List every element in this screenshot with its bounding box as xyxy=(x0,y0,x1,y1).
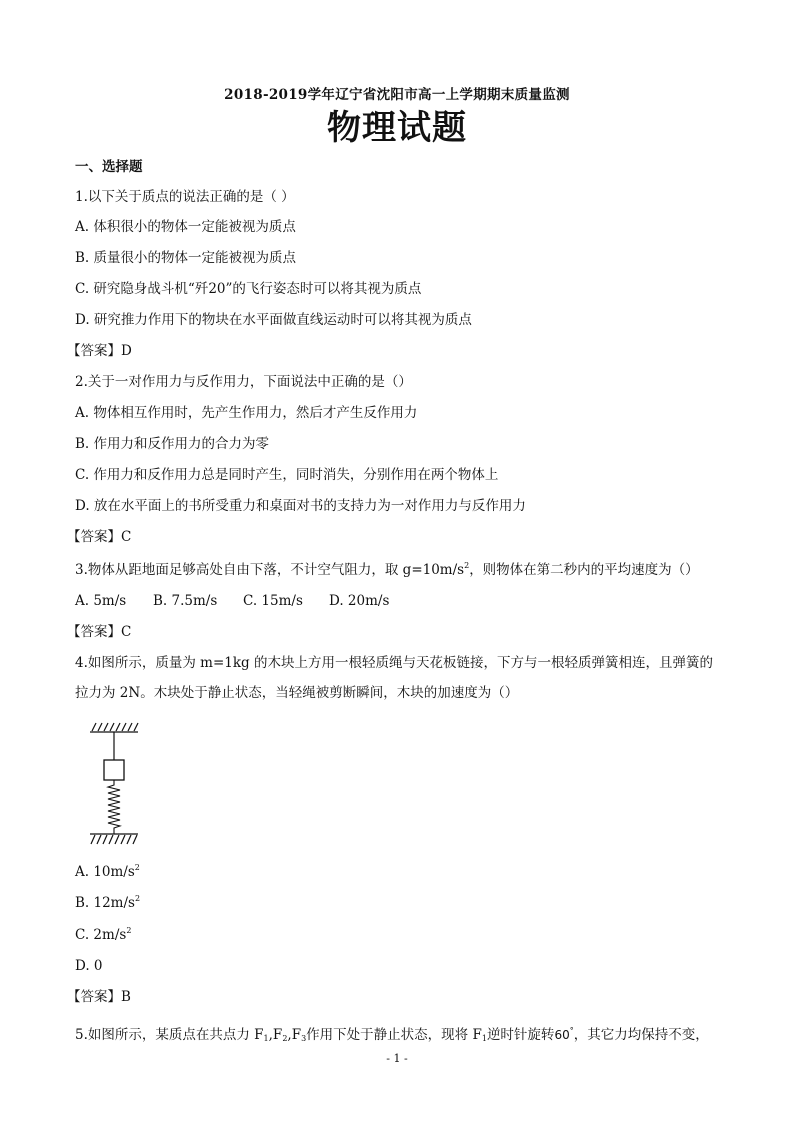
q3-option-c: C. 15m/s xyxy=(243,593,303,609)
q3-stem-exponent: 2 xyxy=(464,561,470,570)
q5-sub-2: 2 xyxy=(282,1034,288,1043)
q2-option-c: C. 作用力和反作用力总是同时产生，同时消失，分别作用在两个物体上 xyxy=(75,467,499,483)
q2-answer: 【答案】C xyxy=(67,529,132,545)
q5-text-4: 作用下处于静止状态，现将 F xyxy=(306,1027,482,1043)
q4-option-b-exponent: 2 xyxy=(134,894,141,903)
q5-text-2: ,F xyxy=(268,1027,283,1043)
q5-text-3: ,F xyxy=(287,1027,302,1043)
q3-option-d: D. 20m/s xyxy=(329,593,390,609)
q1-answer: 【答案】D xyxy=(67,343,132,359)
q4-option-c-text: C. 2m/s xyxy=(75,927,127,943)
q5-degree: ° xyxy=(569,1026,574,1035)
q3-stem xyxy=(75,561,699,579)
q4-option-b xyxy=(75,894,140,912)
exam-title: 物理试题 xyxy=(327,108,467,148)
q5-stem xyxy=(75,1026,709,1044)
q2-option-b: B. 作用力和反作用力的合力为零 xyxy=(75,436,270,452)
q5-text-5: 逆时针旋转 xyxy=(486,1027,555,1043)
wooden-block xyxy=(104,760,124,780)
q3-answer: 【答案】C xyxy=(67,624,132,640)
section-heading: 一、选择题 xyxy=(75,159,143,175)
q5-sub-3: 3 xyxy=(301,1034,307,1043)
light-spring xyxy=(108,780,120,834)
q5-sub-4: 1 xyxy=(481,1034,487,1043)
q4-option-a xyxy=(75,863,140,881)
q3-options xyxy=(75,592,389,610)
exam-subtitle: 2018-2019学年辽宁省沈阳市高一上学期期末质量监测 xyxy=(224,87,570,103)
q1-stem: 1.以下关于质点的说法正确的是（ ） xyxy=(75,189,295,205)
q4-option-a-text: A. 10m/s xyxy=(75,864,135,880)
q4-option-c xyxy=(75,926,131,944)
q4-option-d xyxy=(75,957,103,975)
q1-option-a: A. 体积很小的物体一定能被视为质点 xyxy=(75,219,296,235)
q5-text-1: 5.如图所示，某质点在共点力 F xyxy=(75,1027,264,1043)
q4-stem-line1: 4.如图所示，质量为 m=1kg 的木块上方用一根轻质绳与天花板链接，下方与一根轻质弹簧相连，且弹簧的 xyxy=(75,655,713,671)
q4-option-a-exponent: 2 xyxy=(134,863,140,872)
q4-option-d-text: D. 0 xyxy=(75,958,103,974)
q5-text-6: ，其它力均保持不变， xyxy=(573,1027,709,1043)
page-number: - 1 - xyxy=(386,1052,408,1065)
floor-hatch xyxy=(90,834,138,844)
q3-option-a: A. 5m/s xyxy=(75,593,127,609)
q5-sub-1: 1 xyxy=(263,1034,269,1043)
spring-block-figure xyxy=(88,722,148,847)
q4-option-c-exponent: 2 xyxy=(126,926,132,935)
q1-option-d: D. 研究推力作用下的物块在水平面做直线运动时可以将其视为质点 xyxy=(75,312,472,328)
q2-option-a: A. 物体相互作用时，先产生作用力，然后才产生反作用力 xyxy=(75,405,418,421)
ceiling-hatch xyxy=(90,723,138,732)
q2-stem: 2.关于一对作用力与反作用力，下面说法中正确的是（） xyxy=(75,374,412,390)
q1-option-b: B. 质量很小的物体一定能被视为质点 xyxy=(75,250,297,266)
q1-option-c: C. 研究隐身战斗机“歼20”的飞行姿态时可以将其视为质点 xyxy=(75,281,422,297)
q4-stem-line2: 拉力为 2N。木块处于静止状态，当轻绳被剪断瞬间，木块的加速度为（） xyxy=(75,685,519,701)
q3-option-b: B. 7.5m/s xyxy=(153,593,218,609)
q3-stem-part-b: ，则物体在第二秒内的平均速度为（） xyxy=(469,562,699,578)
q4-option-b-text: B. 12m/s xyxy=(75,895,135,911)
q3-stem-part-a: 3.物体从距地面足够高处自由下落，不计空气阻力，取 g=10m/s xyxy=(75,562,465,578)
q5-angle: 60 xyxy=(554,1028,570,1042)
q2-option-d: D. 放在水平面上的书所受重力和桌面对书的支持力为一对作用力与反作用力 xyxy=(75,498,526,514)
q4-answer: 【答案】B xyxy=(67,989,131,1005)
